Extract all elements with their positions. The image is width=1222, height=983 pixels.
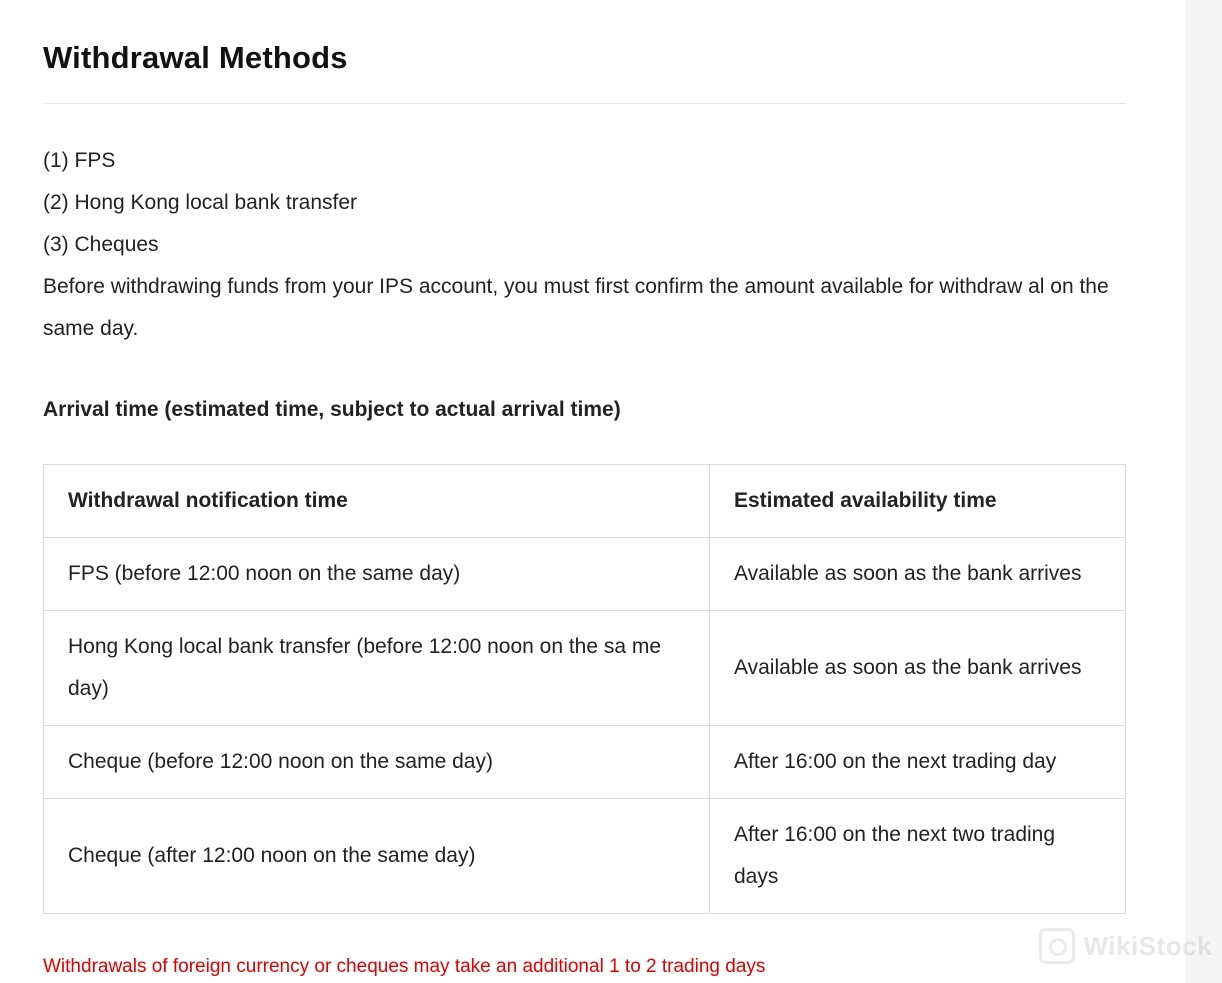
table-cell: Hong Kong local bank transfer (before 12:00 noon on the sa me day) [44, 611, 710, 726]
table-header-row [44, 465, 1126, 538]
wikistock-logo-icon [1039, 928, 1075, 964]
table-row [44, 726, 1126, 799]
watermark [1039, 928, 1212, 964]
withdrawal-note: Before withdrawing funds from your IPS account, you must first confirm the amount available for withdraw al on the same day. [43, 275, 1109, 340]
page-title: Withdrawal Methods [43, 40, 348, 75]
method-item-bank-transfer: (2) Hong Kong local bank transfer [43, 191, 358, 214]
foreign-currency-warning: Withdrawals of foreign currency or cheques may take an additional 1 to 2 trading days [43, 956, 766, 977]
watermark-text: WikiStock [1083, 930, 1212, 961]
table-cell: After 16:00 on the next two trading days [710, 799, 1126, 914]
withdrawal-methods-list [43, 140, 1126, 350]
header-notification-time: Withdrawal notification time [44, 465, 710, 538]
table-cell: Available as soon as the bank arrives [710, 611, 1126, 726]
table-cell: Cheque (before 12:00 noon on the same day) [44, 726, 710, 799]
table-cell: Available as soon as the bank arrives [710, 538, 1126, 611]
header-availability-time: Estimated availability time [710, 465, 1126, 538]
table-row [44, 538, 1126, 611]
title-divider [43, 103, 1126, 104]
table-cell: After 16:00 on the next trading day [710, 726, 1126, 799]
method-item-cheques: (3) Cheques [43, 233, 159, 256]
table-cell: Cheque (after 12:00 noon on the same day) [44, 799, 710, 914]
table-cell: FPS (before 12:00 noon on the same day) [44, 538, 710, 611]
method-item-fps: (1) FPS [43, 149, 116, 172]
table-row [44, 611, 1126, 726]
table-row [44, 799, 1126, 914]
arrival-time-heading: Arrival time (estimated time, subject to actual arrival time) [43, 398, 621, 421]
arrival-time-table [43, 464, 1126, 914]
